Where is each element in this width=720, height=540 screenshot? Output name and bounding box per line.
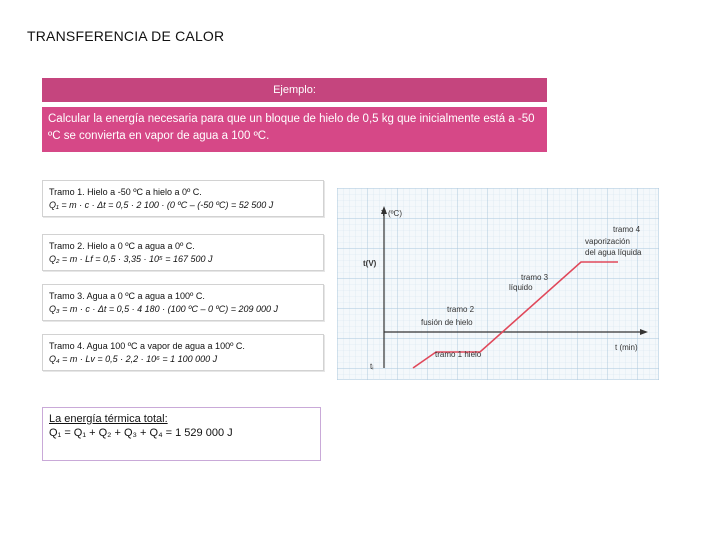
y-axis-label: T (ºC) — [381, 209, 402, 218]
y-tick-bottom-label: tᵢ — [370, 362, 374, 371]
step-3-box — [42, 284, 324, 321]
page-title: TRANSFERENCIA DE CALOR — [27, 28, 225, 44]
tramo-4-label: tramo 4 — [613, 225, 641, 234]
y-tick-top-label: t(V) — [363, 259, 377, 268]
total-energy-label: La energía térmica total: — [49, 413, 168, 425]
x-axis-label: t (min) — [615, 343, 638, 352]
step-2-formula: Q₂ = m · Lf = 0,5 · 3,35 · 10⁵ = 167 500 J — [49, 254, 213, 264]
step-2-title: Tramo 2. Hielo a 0 ºC a agua a 0º C. — [49, 241, 195, 251]
tramo-2-label: tramo 2 — [447, 305, 475, 314]
step-4-title: Tramo 4. Agua 100 ºC a vapor de agua a 100º C. — [49, 341, 245, 351]
tramo-2-sublabel: fusión de hielo — [421, 318, 473, 327]
example-header: Ejemplo: — [42, 78, 547, 102]
step-2-box — [42, 234, 324, 271]
step-3-title: Tramo 3. Agua a 0 ºC a agua a 100º C. — [49, 291, 205, 301]
example-statement: Calcular la energía necesaria para que un bloque de hielo de 0,5 kg que inicialmente está a -50 ºC se convierta en vapor de agua a 100 ºC. — [42, 107, 547, 152]
heating-curve-graph — [337, 188, 659, 380]
step-1-formula: Q₁ = m · c · Δt = 0,5 · 2 100 · (0 ºC – (-50 ºC) = 52 500 J — [49, 200, 274, 210]
tramo-3-sublabel: líquido — [509, 283, 533, 292]
total-energy-formula: Q₁ = Q₁ + Q₂ + Q₃ + Q₄ = 1 529 000 J — [49, 427, 233, 439]
step-4-formula: Q₄ = m · Lv = 0,5 · 2,2 · 10⁶ = 1 100 000 J — [49, 354, 218, 364]
tramo-1-label: tramo 1 hielo — [435, 350, 482, 359]
step-4-box — [42, 334, 324, 371]
tramo-4-sublabel-2: del agua líquida — [585, 248, 642, 257]
step-1-box — [42, 180, 324, 217]
total-energy-box — [42, 407, 321, 461]
tramo-4-sublabel: vaporización — [585, 237, 630, 246]
step-1-title: Tramo 1. Hielo a -50 ºC a hielo a 0º C. — [49, 187, 202, 197]
step-3-formula: Q₃ = m · c · Δt = 0,5 · 4 180 · (100 ºC – 0 ºC) = 209 000 J — [49, 304, 279, 314]
tramo-3-label: tramo 3 — [521, 273, 549, 282]
